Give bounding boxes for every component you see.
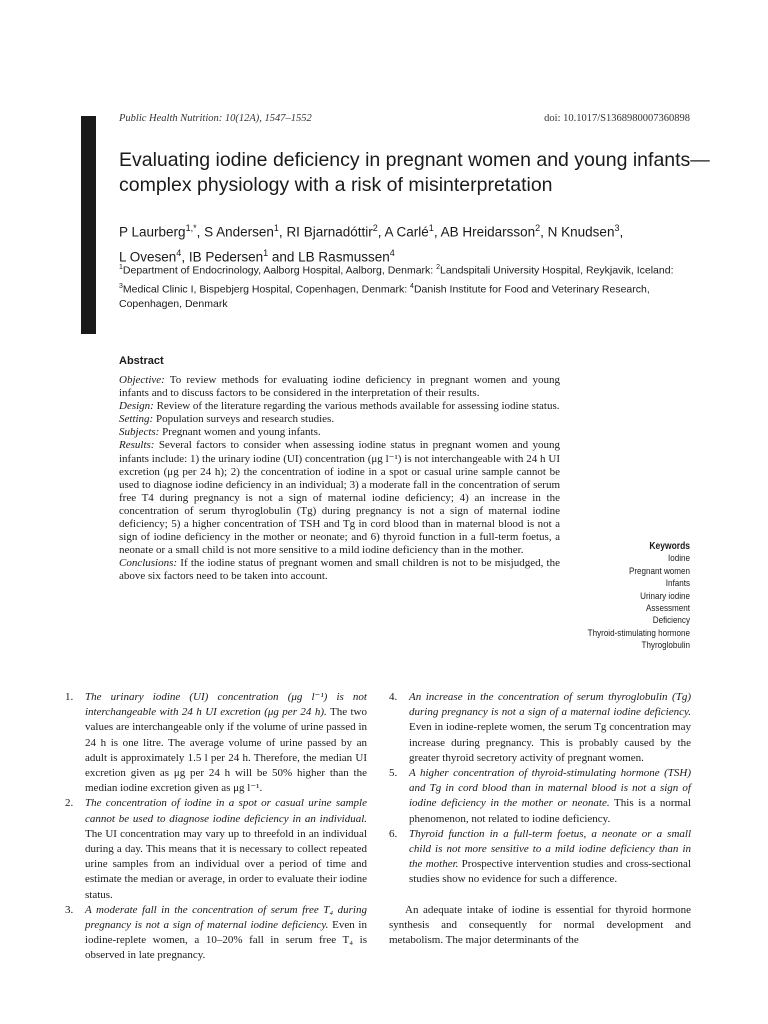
item-number: 3. [65,903,74,916]
numbered-item [65,796,367,902]
author-affil-marker: 1 [428,223,434,233]
item-lead-italic: A moderate fall in the concentration of serum free T₄ during pregnancy is not a sign of maternal iodine deficiency. [85,903,367,932]
doi: doi: 10.1017/S1368980007360898 [544,113,690,124]
keywords-heading: Keywords [649,541,690,552]
keyword-item: Iodine [667,553,690,565]
author-name: AB Hreidarsson [440,224,536,240]
item-text [409,690,691,766]
keyword-item: Assessment [646,603,690,615]
item-number: 4. [389,691,398,703]
keyword-item: Thyroid-stimulating hormone [587,627,690,639]
author-line-2: L Ovesen$^4$, IB Pedersen$^1$ and LB Rasmussen$^4$ [119,247,395,264]
affiliation-text: Danish Institute for Food and Veterinary Research, Copenhagen, Denmark [119,283,650,310]
author-name: N Knudsen [547,224,615,240]
body-column-left [65,690,367,964]
decorative-side-bar [81,116,96,334]
abstract-results: Results: Several factors to consider when assessing iodine status in pregnant women and young infants include: 1) the urinary iodine (UI) concentration (μg l⁻¹) is not interchangeable with 24 h UI excretion (μg per 24 h); 2) the concentration of iodine in a spot or casual urine sample cannot be used to diagnose iodine deficiency in an individual; 3) a moderate fall in the concentration of serum free T4 during pregnancy is not a sign of maternal iodine deficiency; 4) an increase in the concentration of serum thyroglobulin (Tg) during pregnancy is not a sign of maternal iodine deficiency; 5) a higher concentration of TSH and Tg in cord blood than in maternal blood is not a sign of iodine deficiency in the mother or neonate; and 6) thyroid function in a full-term foetus, a neonate or a small child is not more sensitive to a mild iodine deficiency than in the mother. [119,439,560,557]
item-lead-italic: Thyroid function in a full-term foetus, a neonate or a small child is not more sensitive to a mild iodine deficiency than in the mother. [409,827,691,871]
affiliation-marker: 3 [119,282,123,290]
item-text [85,903,367,964]
item-number: 5. [389,767,398,780]
author-affil-marker: 1 [273,223,279,233]
item-rest: The two values are interchangeable only if the volume of urine passed in 24 h is one litre. The average volume of urine passed by an adult is approximately 1.5 l per 24 h. Therefore, the median UI excretion given as μg per 24 h will be 50% higher than the median iodine excretion given as μg l⁻¹. [85,706,368,795]
author-affil-marker: 1 [263,247,269,258]
affiliation-marker: 4 [410,282,414,290]
keyword-item: Infants [665,578,690,590]
abstract-design: Design: Review of the literature regarding the various methods available for assessing iodine status. [119,400,560,413]
item-rest: Prospective intervention studies and cross-sectional studies show no evidence for such a difference. [409,858,691,886]
author-name: LB Rasmussen [298,249,390,264]
author-affil-marker: 2 [535,223,541,233]
keyword-item: Pregnant women [628,565,690,577]
numbered-item [65,903,367,964]
item-number: 6. [389,827,398,840]
keywords-box [537,541,690,653]
body-column-right [389,690,691,948]
item-lead-italic: A higher concentration of thyroid-stimulating hormone (TSH) and Tg in cord blood than in maternal blood is not a sign of iodine deficiency in the mother or neonate. [409,767,691,810]
author-affil-marker: 1,* [185,223,197,233]
numbered-item [65,690,367,796]
abstract-subjects: Subjects: Pregnant women and young infants. [119,426,321,439]
affiliation-marker: 1 [119,264,123,271]
affiliations [119,260,699,312]
item-lead-italic: The urinary iodine (UI) concentration (μg l⁻¹) is not interchangeable with 24 h UI excretion (μg per 24 h). [85,691,367,719]
item-text [85,690,367,796]
author-name: A Carlé [384,224,429,240]
item-text [85,796,367,902]
numbered-item [389,766,691,827]
item-rest: The UI concentration may vary up to threefold in an individual during a day. This means that it is necessary to collect repeated urine samples from an individual over a period of time and estimate the median or average, in order to evaluate their iodine status. [85,827,367,901]
author-affil-marker: 2 [372,223,378,233]
abstract-body [119,374,560,584]
item-lead-italic: An increase in the concentration of serum thyroglobulin (Tg) during pregnancy is not a sign of a maternal iodine deficiency. [409,691,691,719]
abstract-setting: Setting: Population surveys and research studies. [119,413,335,426]
body-paragraph: An adequate intake of iodine is essential for thyroid hormone synthesis and consequently for normal development and metabolism. The major determinants of the [389,903,691,947]
item-text [409,827,691,888]
affiliation-marker: 2 [436,264,441,271]
article-title: Evaluating iodine deficiency in pregnant women and young infants—complex physiology with a risk of misinterpretation [119,149,710,196]
journal-citation: Public Health Nutrition: 10(12A), 1547–1552 [119,113,312,124]
keyword-item: Thyroglobulin [641,640,690,652]
author-name: IB Pedersen [188,249,264,264]
item-rest: Even in iodine-replete women, a 10–20% fall in serum free T₄ is observed in late pregnancy. [85,919,367,962]
item-lead-italic: The concentration of iodine in a spot or casual urine sample cannot be used to diagnose iodine deficiency in an individual. [85,797,367,825]
numbered-list-right [389,690,691,888]
item-text [409,766,691,827]
author-affil-marker: 4 [176,247,182,258]
item-number: 2. [65,797,74,810]
keyword-item: Urinary iodine [640,590,690,602]
item-number: 1. [65,691,74,703]
author-affil-marker: 4 [389,247,395,258]
abstract-conclusions: Conclusions: If the iodine status of pregnant women and small children is not to be misjudged, the above six factors need to be taken into account. [119,557,560,583]
numbered-item [389,827,691,888]
author-affil-marker: 3 [614,223,620,233]
item-rest: Even in iodine-replete women, the serum Tg concentration may increase during pregnancy. This is probably caused by the greater thyroid secretory activity of pregnant women. [409,721,691,764]
author-name: P Laurberg [119,224,186,240]
affiliation-text: Landspitali University Hospital, Reykjavik, Iceland: [440,264,674,277]
author-name: L Ovesen [119,249,177,264]
abstract-heading: Abstract [119,355,164,367]
author-line-1: P Laurberg$^{1,*}$, S Andersen$^1$, RI Bjarnadóttir$^2$, A Carlé$^1$, AB Hreidarsson$^2$, N Knudsen$^3$, [119,223,624,240]
keyword-list [537,553,690,652]
affiliation-text: Department of Endocrinology, Aalborg Hospital, Aalborg, Denmark: [122,264,437,277]
author-name: S Andersen [204,224,274,240]
abstract-objective: Objective: To review methods for evaluating iodine deficiency in pregnant women and young infants and to discuss factors to be considered in the interpretation of their results. [119,374,560,400]
affiliation-text: Medical Clinic I, Bispebjerg Hospital, Copenhagen, Denmark: [122,283,411,295]
author-name: RI Bjarnadóttir [286,224,373,240]
numbered-item [389,690,691,766]
item-rest: This is a normal phenomenon, not related to iodine deficiency. [409,797,691,825]
keyword-item: Deficiency [652,615,690,627]
